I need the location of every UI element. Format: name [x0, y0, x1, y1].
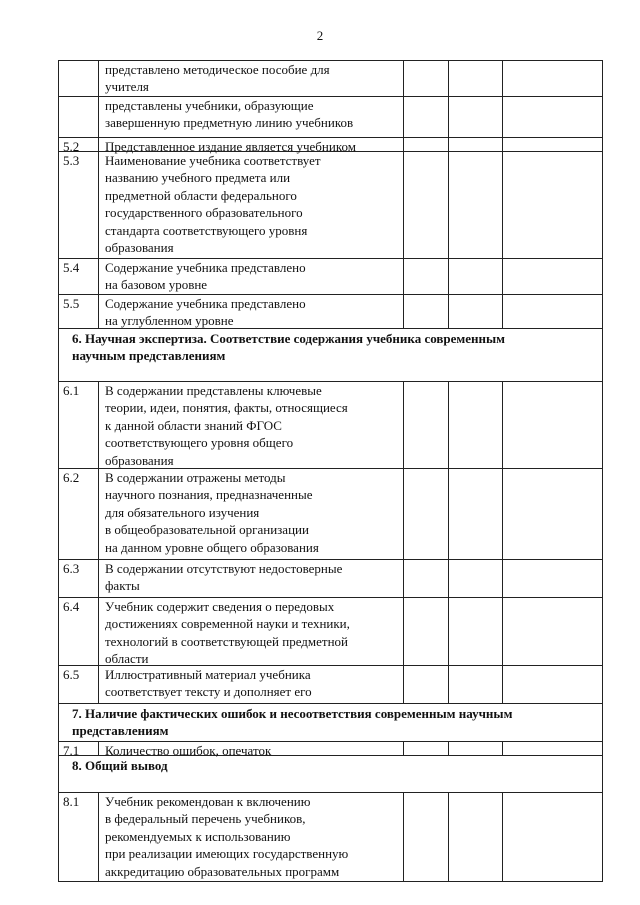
criterion-text: Количество ошибок, опечаток: [105, 743, 272, 758]
column-divider: [502, 294, 503, 328]
row-number: 5.5: [63, 296, 80, 311]
section-heading: 8. Общий вывод: [72, 758, 168, 773]
column-divider: [448, 559, 449, 597]
column-divider: [98, 559, 99, 597]
column-divider: [403, 381, 404, 468]
row-number: 6.5: [63, 667, 80, 682]
column-divider: [448, 60, 449, 96]
section-heading: 7. Наличие фактических ошибок и несоответствия современным научным представлениям: [72, 706, 513, 739]
table-border-left: [58, 60, 59, 881]
criterion-text: Наименование учебника соответствует названию учебного предмета или предметной области федерального государственного образовательного стандарта соответствующего уровня образования: [105, 153, 321, 256]
row-number: 8.1: [63, 794, 80, 809]
table-border-right: [602, 60, 603, 881]
criterion-text: В содержании отражены методы научного познания, предназначенные для обязательного изучения в общеобразовательной организации на данном уровне общего образования: [105, 470, 319, 555]
row-divider: [58, 381, 603, 382]
column-divider: [448, 792, 449, 881]
row-divider: [58, 881, 603, 882]
column-divider: [403, 792, 404, 881]
column-divider: [403, 468, 404, 559]
column-divider: [403, 741, 404, 755]
evaluation-table: [58, 60, 602, 885]
column-divider: [98, 468, 99, 559]
column-divider: [502, 792, 503, 881]
column-divider: [403, 137, 404, 151]
column-divider: [98, 381, 99, 468]
column-divider: [98, 258, 99, 294]
column-divider: [502, 559, 503, 597]
column-divider: [403, 665, 404, 703]
column-divider: [403, 151, 404, 258]
row-number: 5.3: [63, 153, 80, 168]
column-divider: [502, 381, 503, 468]
column-divider: [448, 741, 449, 755]
criterion-text: представлено методическое пособие для учителя: [105, 62, 330, 95]
criterion-text: Содержание учебника представлено на углубленном уровне: [105, 296, 306, 329]
criterion-text: Представленное издание является учебником: [105, 139, 356, 154]
column-divider: [403, 294, 404, 328]
column-divider: [98, 665, 99, 703]
column-divider: [98, 60, 99, 96]
column-divider: [448, 137, 449, 151]
column-divider: [98, 741, 99, 755]
column-divider: [502, 137, 503, 151]
row-number: 5.4: [63, 260, 80, 275]
column-divider: [448, 258, 449, 294]
column-divider: [448, 665, 449, 703]
criterion-text: представлены учебники, образующие завершенную предметную линию учебников: [105, 98, 354, 131]
criterion-text: В содержании отсутствуют недостоверные факты: [105, 561, 343, 594]
page-number: 2: [316, 28, 324, 43]
column-divider: [448, 151, 449, 258]
criterion-text: В содержании представлены ключевые теории, идеи, понятия, факты, относящиеся к данной области знаний ФГОС соответствующего уровня общего образования: [105, 383, 348, 468]
row-divider: [58, 741, 603, 742]
column-divider: [403, 60, 404, 96]
row-number: 6.3: [63, 561, 80, 576]
column-divider: [502, 258, 503, 294]
row-number: 6.1: [63, 383, 80, 398]
column-divider: [98, 792, 99, 881]
column-divider: [502, 597, 503, 665]
row-number: 5.2: [63, 139, 80, 154]
row-divider: [58, 792, 603, 793]
section-heading: 6. Научная экспертиза. Соответствие содержания учебника современным научным представлениям: [72, 331, 506, 364]
column-divider: [502, 96, 503, 137]
column-divider: [448, 381, 449, 468]
column-divider: [502, 468, 503, 559]
column-divider: [448, 96, 449, 137]
column-divider: [98, 151, 99, 258]
row-number: 6.2: [63, 470, 80, 485]
row-number: 7.1: [63, 743, 80, 758]
column-divider: [98, 137, 99, 151]
column-divider: [98, 597, 99, 665]
column-divider: [502, 741, 503, 755]
column-divider: [403, 597, 404, 665]
column-divider: [403, 258, 404, 294]
column-divider: [448, 294, 449, 328]
column-divider: [502, 665, 503, 703]
row-divider: [58, 703, 603, 704]
criterion-text: Иллюстративный материал учебника соответствует тексту и дополняет его: [105, 667, 312, 700]
criterion-text: Содержание учебника представлено на базовом уровне: [105, 260, 306, 293]
row-number: 6.4: [63, 599, 80, 614]
column-divider: [403, 559, 404, 597]
criterion-text: Учебник содержит сведения о передовых достижениях современной науки и техники, технологий в соответствующей предметной области: [105, 599, 350, 667]
criterion-text: Учебник рекомендован к включению в федеральный перечень учебников, рекомендуемых к использованию при реализации имеющих государственную аккредитацию образовательных программ: [105, 794, 349, 879]
column-divider: [448, 597, 449, 665]
column-divider: [403, 96, 404, 137]
column-divider: [448, 468, 449, 559]
column-divider: [98, 96, 99, 137]
column-divider: [98, 294, 99, 328]
column-divider: [502, 151, 503, 258]
column-divider: [502, 60, 503, 96]
